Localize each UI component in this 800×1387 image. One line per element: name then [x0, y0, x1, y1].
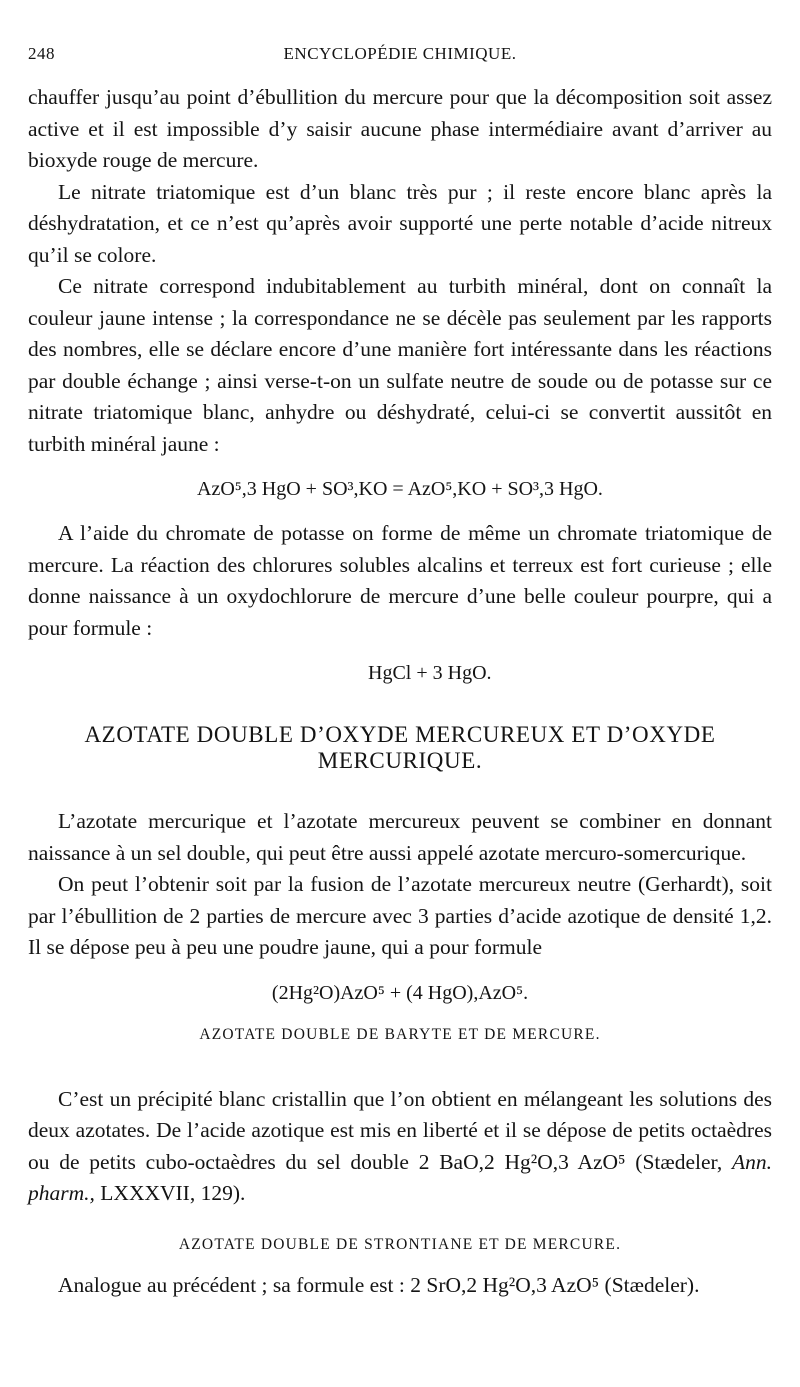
formula-azotate-double: (2Hg²O)AzO⁵ + (4 HgO),AzO⁵.	[271, 981, 529, 1004]
subsection-title-baryte: AZOTATE DOUBLE DE BARYTE ET DE MERCURE.	[199, 1025, 601, 1043]
journal-reference: Ann. pharm.,	[28, 1149, 773, 1205]
paragraph-8: Analogue au précédent ; sa formule est : 2 SrO,2 Hg²O,3 AzO⁵ (Stædeler).	[58, 1272, 700, 1297]
paragraph-3: Ce nitrate correspond indubitablement au turbith minéral, dont on connaît la couleur jaune intense ; la correspondance ne se décèle pas seulement par les rapports des nombres, elle se déclare encore d’une manière fort intéressante dans les réactions par double échange ; ainsi verse-t-on un sulfate neutre de soude ou de potasse sur ce nitrate triatomique blanc, anhydre ou déshydraté, celui-ci se convertit aussitôt en turbith minéral jaune :	[28, 274, 772, 456]
formula-oxydochlorure: HgCl + 3 HgO.	[368, 662, 492, 684]
subsection-title-strontiane: AZOTATE DOUBLE DE STRONTIANE ET DE MERCURE.	[178, 1235, 622, 1253]
paragraph-7-text: C’est un précipité blanc cristallin que l’on obtient en mélangeant les solutions des deux azotates. De l’acide azotique est mis en liberté et il se dépose de petits octaèdres ou de petits cubo-octaèdres du sel double 2 BaO,2 Hg²O,3 AzO⁵ (Stædeler,	[28, 1086, 772, 1174]
paragraph-7	[28, 1084, 772, 1210]
paragraph-6: On peut l’obtenir soit par la fusion de l’azotate mercureux neutre (Gerhardt), soit par l’ébullition de 2 parties de mercure avec 3 parties d’acide azotique de densité 1,2. Il se dépose peu à peu une poudre jaune, qui a pour formule	[28, 872, 772, 959]
paragraph-2: Le nitrate triatomique est d’un blanc très pur ; il reste encore blanc après la déshydratation, et ce n’est qu’après avoir supporté une perte notable d’acide nitreux qu’il se colore.	[28, 179, 772, 267]
paragraph-5: L’azotate mercurique et l’azotate mercureux peuvent se combiner en donnant naissance à un sel double, qui peut être aussi appelé azotate mercuro-somercurique.	[28, 809, 772, 865]
reference-volume: LXXXVII, 129).	[100, 1181, 246, 1205]
section-title: AZOTATE DOUBLE D’OXYDE MERCUREUX ET D’OXYDE MERCURIQUE.	[84, 722, 716, 773]
paragraph-1: chauffer jusqu’au point d’ébullition du mercure pour que la décomposition soit assez active et il est impossible d’y saisir aucune phase intermédiaire avant d’arriver au bioxyde rouge de mercure.	[28, 85, 772, 172]
page-header	[28, 44, 772, 64]
formula-turbith: AzO⁵,3 HgO + SO³,KO = AzO⁵,KO + SO³,3 HgO.	[197, 478, 603, 500]
paragraph-4: A l’aide du chromate de potasse on forme de même un chromate triatomique de mercure. La réaction des chlorures solubles alcalins et terreux est fort curieuse ; elle donne naissance à un oxydochlorure de mercure d’une belle couleur pourpre, qui a pour formule :	[28, 521, 772, 640]
running-title: ENCYCLOPÉDIE CHIMIQUE.	[283, 44, 517, 63]
page-number: 248	[28, 44, 55, 63]
